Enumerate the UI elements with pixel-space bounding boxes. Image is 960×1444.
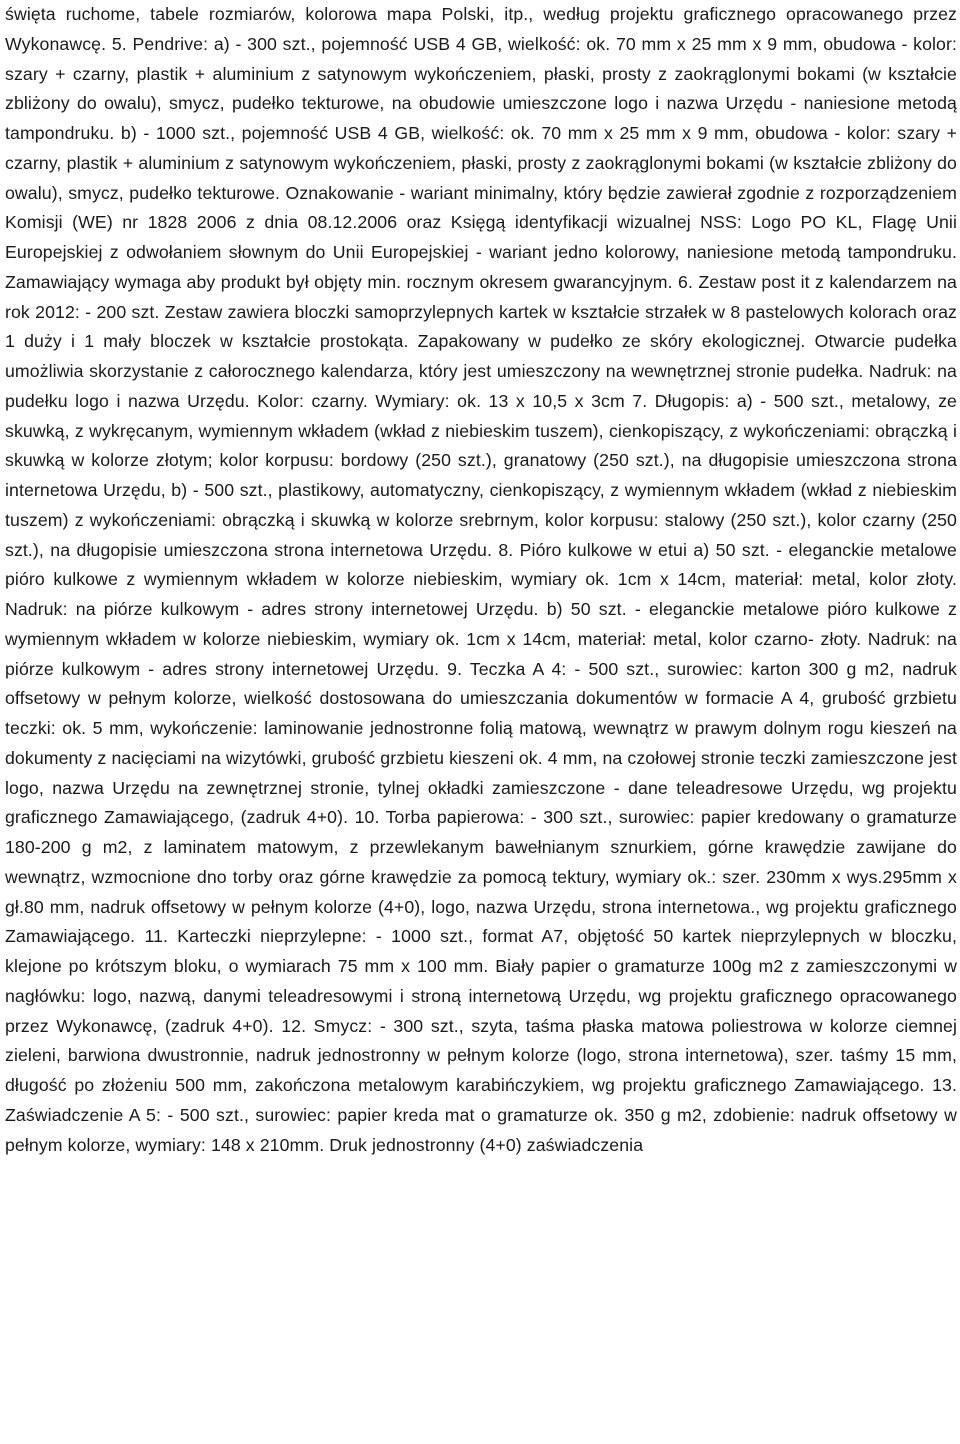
document-paragraph: święta ruchome, tabele rozmiarów, kolorowa mapa Polski, itp., według projektu graficznego opracowanego przez Wykonawcę. 5. Pendrive: a) - 300 szt., pojemność USB 4 GB, wielkość: ok. 70 mm x 25 mm x 9 mm, obudowa - kolor: szary + czarny, plastik + aluminium z satynowym wykończeniem, płaski, prosty z zaokrąglonymi bokami (w kształcie zbliżony do owalu), smycz, pudełko tekturowe, na obudowie umieszczone logo i nazwa Urzędu - naniesione metodą tampondruku. b) - 1000 szt., pojemność USB 4 GB, wielkość: ok. 70 mm x 25 mm x 9 mm, obudowa - kolor: szary + czarny, plastik + aluminium z satynowym wykończeniem, płaski, prosty z zaokrąglonymi bokami (w kształcie zbliżony do owalu), smycz, pudełko tekturowe. Oznakowanie - wariant minimalny, który będzie zawierał zgodnie z rozporządzeniem Komisji (WE) nr 1828 2006 z dnia 08.12.2006 oraz Księgą identyfikacji wizualnej NSS: Logo PO KL, Flagę Unii Europejskiej z odwołaniem słownym do Unii Europejskiej - wariant jedno kolorowy, naniesione metodą tampondruku. Zamawiający wymaga aby produkt był objęty min. rocznym okresem gwarancyjnym. 6. Zestaw post it z kalendarzem na rok 2012: - 200 szt. Zestaw zawiera bloczki samoprzylepnych kartek w kształcie strzałek w 8 pastelowych kolorach oraz 1 duży i 1 mały bloczek w kształcie prostokąta. Zapakowany w pudełko ze skóry ekologicznej. Otwarcie pudełka umożliwia skorzystanie z całorocznego kalendarza, który jest umieszczony na wewnętrznej stronie pudełka. Nadruk: na pudełku logo i nazwa Urzędu. Kolor: czarny. Wymiary: ok. 13 x 10,5 x 3cm 7. Długopis: a) - 500 szt., metalowy, ze skuwką, z wykręcanym, wymiennym wkładem (wkład z niebieskim tuszem), cienkopiszący, z wykończeniami: obrączką i skuwką w kolorze złotym; kolor korpusu: bordowy (250 szt.), granatowy (250 szt.), na długopisie umieszczona strona internetowa Urzędu, b) - 500 szt., plastikowy, automatyczny, cienkopiszący, z wymiennym wkładem (wkład z niebieskim tuszem) z wykończeniami: obrączką i skuwką w kolorze srebrnym, kolor korpusu: stalowy (250 szt.), kolor czarny (250 szt.), na długopisie umieszczona strona internetowa Urzędu. 8. Pióro kulkowe w etui a) 50 szt. - eleganckie metalowe pióro kulkowe z wymiennym wkładem w kolorze niebieskim, wymiary ok. 1cm x 14cm, materiał: metal, kolor złoty. Nadruk: na piórze kulkowym - adres strony internetowej Urzędu. b) 50 szt. - eleganckie metalowe pióro kulkowe z wymiennym wkładem w kolorze niebieskim, wymiary ok. 1cm x 14cm, materiał: metal, kolor czarno- złoty. Nadruk: na piórze kulkowym - adres strony internetowej Urzędu. 9. Teczka A 4: - 500 szt., surowiec: karton 300 g m2, nadruk offsetowy w pełnym kolorze, wielkość dostosowana do umieszczania dokumentów w formacie A 4, grubość grzbietu teczki: ok. 5 mm, wykończenie: laminowanie jednostronne folią matową, wewnątrz w prawym dolnym rogu kieszeń na dokumenty z nacięciami na wizytówki, grubość grzbietu kieszeni ok. 4 mm, na czołowej stronie teczki zamieszczone jest logo, nazwa Urzędu na zewnętrznej stronie, tylnej okładki zamieszczone - dane teleadresowe Urzędu, wg projektu graficznego Zamawiającego, (zadruk 4+0). 10. Torba papierowa: - 300 szt., surowiec: papier kredowany o gramaturze 180-200 g m2, z laminatem matowym, z przewlekanym bawełnianym sznurkiem, górne krawędzie zawijane do wewnątrz, wzmocnione dno torby oraz górne krawędzie za pomocą tektury, wymiary ok.: szer. 230mm x wys.295mm x gł.80 mm, nadruk offsetowy w pełnym kolorze (4+0), logo, nazwa Urzędu, strona internetowa., wg projektu graficznego Zamawiającego. 11. Karteczki nieprzylepne: - 1000 szt., format A7, objętość 50 kartek nieprzylepnych w bloczku, klejone po krótszym bloku, o wymiarach 75 mm x 100 mm. Biały papier o gramaturze 100g m2 z zamieszczonymi w nagłówku: logo, nazwą, danymi teleadresowymi i stroną internetową Urzędu, wg projektu graficznego opracowanego przez Wykonawcę, (zadruk 4+0). 12. Smycz: - 300 szt., szyta, taśma płaska matowa poliestrowa w kolorze ciemnej zieleni, barwiona dwustronnie, nadruk jednostronny w pełnym kolorze (logo, strona internetowa), szer. taśmy 15 mm, długość po złożeniu 500 mm, zakończona metalowym karabińczykiem, wg projektu graficznego Zamawiającego. 13. Zaświadczenie A 5: - 500 szt., surowiec: papier kreda mat o gramaturze ok. 350 g m2, zdobienie: nadruk offsetowy w pełnym kolorze, wymiary: 148 x 210mm. Druk jednostronny (4+0) zaświadczenia xyxy=(5,4,957,1155)
document-body xyxy=(5,0,957,1160)
